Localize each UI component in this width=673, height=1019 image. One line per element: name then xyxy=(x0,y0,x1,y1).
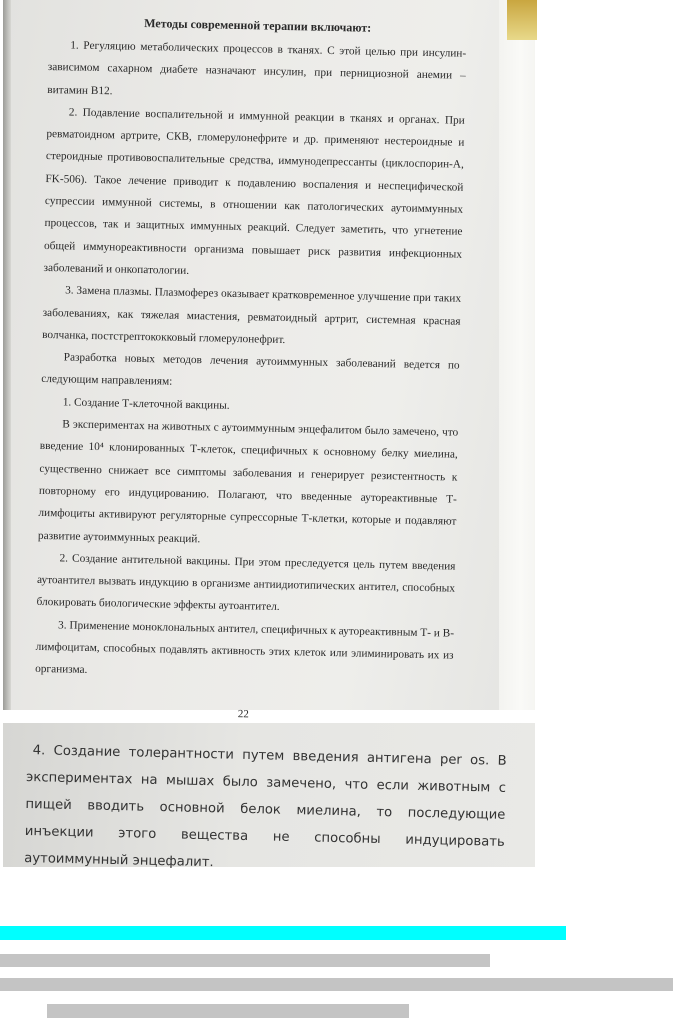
book-spine-shadow xyxy=(3,0,11,710)
page-number: 22 xyxy=(237,707,249,720)
page-photo-1 xyxy=(3,0,535,720)
table-corner xyxy=(507,0,537,40)
redaction-gap xyxy=(317,991,673,1004)
paragraph: 1. Регуляцию метаболических процессов в тканях. С этой целью при инсулин-зависимом сахарном диабете назначают инсулин, при пернициозной анемии – витамин B12. xyxy=(47,39,467,97)
paragraph: 3. Применение моноклональных антител, специфичных к аутореактивным Т- и В-лимфоцитам, способных подавлять активность этих клеток или элиминировать их из организма. xyxy=(35,619,455,677)
highlight-bar xyxy=(0,926,566,940)
paper-edge xyxy=(499,0,535,710)
document-fragment xyxy=(24,737,507,883)
redaction-bar xyxy=(47,1004,409,1018)
document-page xyxy=(34,10,467,730)
redaction-bar xyxy=(0,978,673,991)
paragraph: 2. Создание антительной вакцины. При этом преследуется цель путем введения аутоантител вызвать индукцию в организме антиидиотипических антител, способных блокировать биологические эффекты аутоантител. xyxy=(36,552,456,614)
paragraph: 4. Создание толерантности путем введения антигена per os. В экспериментах на мышах было замечено, что если животным с пищей вводить основной белок миелина, то последующие инъекции этого вещества не способны индуцировать аутоиммунный энцефалит. xyxy=(24,743,507,871)
page-photo-2 xyxy=(3,723,535,871)
paragraph: 1. Создание Т-клеточной вакцины. xyxy=(62,396,230,412)
page-title: Методы современной терапии включают: xyxy=(144,15,372,35)
paragraph: 2. Подавление воспалительной и иммунной реакции в тканях и органах. При ревматоидном артрите, СКВ, гломерулонефрите и др. применяют нестероидные и стероидные противовоспалительные средства, иммунодепрессанты (циклоспорин-А, FK-506). Такое лечение приводит к подавлению воспаления и неспецифической супрессии иммунной системы, в отношении как патологических аутоиммунных процессов, так и защитных иммунных реакций. Следует заметить, что угнетение общей иммунореактивности организма повышает риск развития инфекционных заболеваний и онкопатологии. xyxy=(43,106,465,277)
redaction-bar xyxy=(0,954,490,967)
paragraph: 3. Замена плазмы. Плазмоферез оказывает кратковременное улучшение при таких заболеваниях, как тяжелая миастения, ревматоидный артрит, системная красная волчанка, постстрептококковый гломерулонефрит. xyxy=(42,284,462,346)
paragraph: Разработка новых методов лечения аутоиммунных заболеваний ведется по следующим направлениям: xyxy=(41,351,460,389)
paragraph: В экспериментах на животных с аутоиммунным энцефалитом было замечено, что введение 10⁴ клонированных Т-клеток, специфичных к основному белку миелина, существенно снижает все симптомы заболевания и генерирует резистентность к повторному его индуцированию. Полагают, что введенные аутореактивные Т-лимфоциты активируют регуляторные супрессорные Т-клетки, которые и подавляют развитие аутоиммунных реакций. xyxy=(37,418,459,545)
